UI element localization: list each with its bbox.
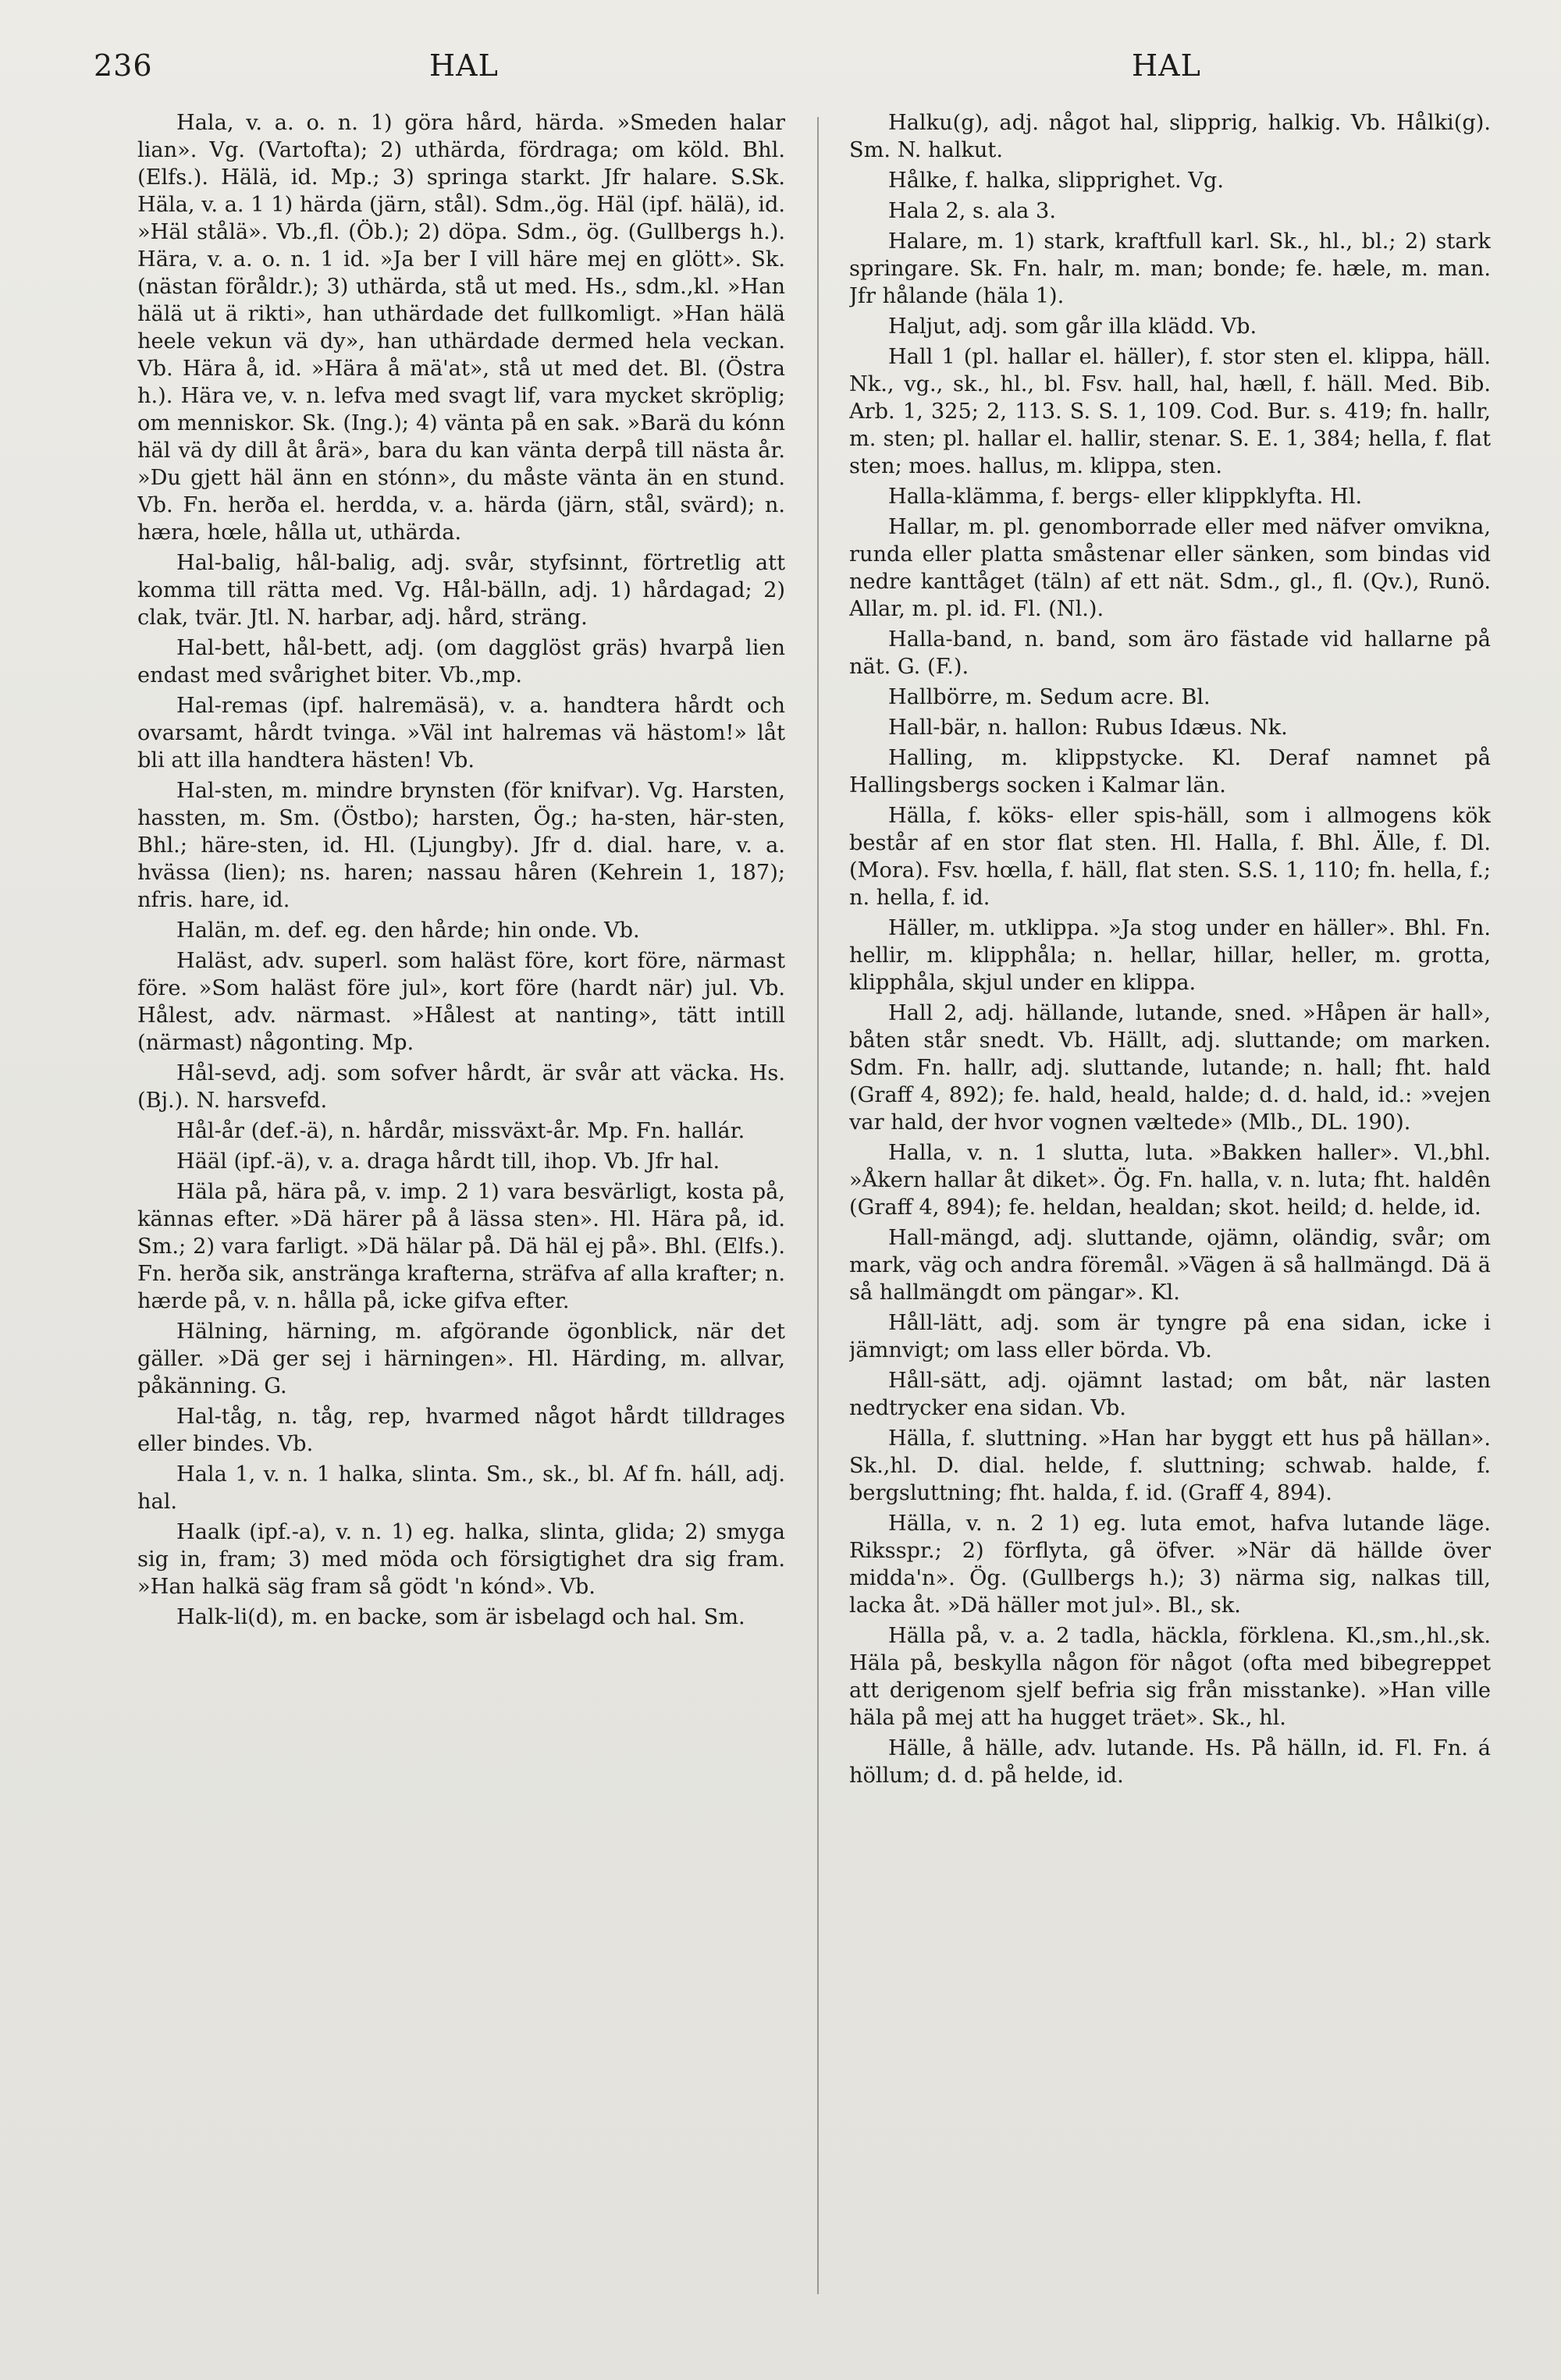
right-column: [849, 109, 1491, 2357]
entry: Haalk (ipf.-a), v. n. 1) eg. halka, slinta, glida; 2) smyga sig in, fram; 3) med möda och försigtighet dra sig fram. »Han halkä säg fram så gödt 'n kónd». Vb.: [137, 1520, 785, 1599]
entry: Hal-balig, hål-balig, adj. svår, styfsinnt, förtretlig att komma till rätta med. Vg. Hål-bälln, adj. 1) hårdagad; 2) clak, tvär. Jtl. N. harbar, adj. hård, sträng.: [137, 551, 785, 630]
right-running-headword: HAL: [1132, 48, 1201, 83]
entry: Hälning, härning, m. afgörande ögonblick, när det gäller. »Dä ger sej i härningen». Hl. Härding, m. allvar, påkänning. G.: [137, 1320, 785, 1398]
entry: Hallbörre, m. Sedum acre. Bl.: [888, 685, 1211, 709]
entry: Hål-år (def.-ä), n. hårdår, missväxt-år. Mp. Fn. hallár.: [176, 1119, 745, 1143]
entry: Hala 1, v. n. 1 halka, slinta. Sm., sk., bl. Af fn. háll, adj. hal.: [137, 1462, 785, 1514]
entry: Hal-tåg, n. tåg, rep, hvarmed något hårdt tilldrages eller bindes. Vb.: [137, 1405, 785, 1456]
entry: Halku(g), adj. något hal, slipprig, halkig. Vb. Hålki(g). Sm. N. halkut.: [849, 111, 1491, 162]
entry: Hålke, f. halka, slipprighet. Vg.: [888, 169, 1224, 193]
entry: Hälla, f. sluttning. »Han har byggt ett hus på hällan». Sk.,hl. D. dial. helde, f. sluttning; schwab. halde, f. bergsluttning; fht. halda, f. id. (Graff 4, 894).: [849, 1426, 1491, 1505]
entry: Halla-band, n. band, som äro fästade vid hallarne på nät. G. (F.).: [849, 627, 1491, 679]
entry: Halla, v. n. 1 slutta, luta. »Bakken haller». Vl.,bhl. »Åkern hallar åt diket». Ög. Fn. halla, v. n. luta; fht. haldên (Graff 4, 894); fe. heldan, healdan; skot. heild; d. helde, id.: [849, 1141, 1491, 1220]
column-divider: [817, 117, 819, 2294]
entry: Hall 2, adj. hällande, lutande, sned. »Håpen är hall», båten står snedt. Vb. Hällt, adj. sluttande; om marken. Sdm. Fn. hallr, adj. sluttande, lutande; n. hall; fht. hald (Graff 4, 892); fe. hald, heald, halde; d. d. hald, id.: »vejen var hald, der hvor vognen væltede» (Mlb., DL. 190).: [849, 1001, 1491, 1135]
entry: Hallar, m. pl. genomborrade eller med näfver omvikna, runda eller platta småstenar eller sänken, som bindas vid nedre kanttåget (täln) af ett nät. Sdm., gl., fl. (Qv.), Runö. Allar, m. pl. id. Fl. (Nl.).: [849, 515, 1491, 621]
entry: Haläst, adv. superl. som haläst före, kort före, närmast före. »Som haläst före jul», kort före (hardt när) jul. Vb. Hålest, adv. närmast. »Hålest at nanting», tätt intill (närmast) någonting. Mp.: [137, 949, 785, 1055]
entry: Hala, v. a. o. n. 1) göra hård, härda. »Smeden halar lian». Vg. (Vartofta); 2) uthärda, fördraga; om köld. Bhl. (Elfs.). Hälä, id. Mp.; 3) springa starkt. Jfr halare. S.Sk. Häla, v. a. 1 1) härda (järn, stål). Sdm.,ög. Häl (ipf. hälä), id. »Häl stålä». Vb.,fl. (Öb.); 2) döpa. Sdm., ög. (Gullbergs h.). Härа, v. a. o. n. 1 id. »Ja ber I vill häre mej en glött». Sk. (nästan föråldr.); 3) uthärda, stå ut med. Hs., sdm.,kl. »Han hälä ut ä rikti», han uthärdade det fullkomligt. »Han hälä heele vekun vä dy», han uthärdade dermed hela veckan. Vb. Härа å, id. »Härа å mä'at», stå ut med det. Bl. (Östra h.). Härа ve, v. n. lefva med svagt lif, vara mycket skröplig; om menniskor. Sk. (Ing.); 4) vänta på en sak. »Barä du kónn häl vä dy dill åt årä», bara du kan vänta derpå till nästa år. »Du gjett häl änn en stónn», du måste vänta än en stund. Vb. Fn. herða el. herdda, v. a. härda (järn, stål, svärd); n. hæra, hœle, hålla ut, uthärda.: [137, 111, 785, 545]
entry: Haljut, adj. som går illa klädd. Vb.: [888, 314, 1257, 339]
entry: Hål-sevd, adj. som sofver hårdt, är svår att väcka. Hs. (Bj.). N. harsvefd.: [137, 1061, 785, 1113]
entry: Håll-lätt, adj. som är tyngre på ena sidan, icke i jämnvigt; om lass eller börda. Vb.: [849, 1311, 1491, 1362]
left-running-headword: HAL: [429, 48, 499, 83]
entry: Halling, m. klippstycke. Kl. Deraf namnet på Hallingsbergs socken i Kalmar län.: [849, 746, 1491, 797]
entry: Häla på, härа på, v. imp. 2 1) vara besvärligt, kosta på, kännas efter. »Dä härer på å lässa sten». Hl. Härа på, id. Sm.; 2) vara farligt. »Dä hälar på. Dä häl ej på». Bhl. (Elfs.). Fn. herða sik, ansträngа krafterna, sträfva af alla krafter; n. hærde på, v. n. hålla på, icke gifva efter.: [137, 1180, 785, 1313]
entry: Halla-klämma, f. bergs- eller klippklyfta. Hl.: [888, 485, 1363, 509]
entry: Hääl (ipf.-ä), v. a. draga hårdt till, ihop. Vb. Jfr hal.: [176, 1149, 720, 1174]
entry: Hall-bär, n. hallon: Rubus Idæus. Nk.: [888, 716, 1288, 740]
entry: Hala 2, s. ala 3.: [888, 199, 1056, 223]
entry: Hall-mängd, adj. sluttande, ojämn, oländig, svår; om mark, väg och andra föremål. »Vägen ä så hallmängd. Dä ä så hallmängdt om pängar». Kl.: [849, 1226, 1491, 1305]
entry: Hälla på, v. a. 2 tadla, häckla, förklena. Kl.,sm.,hl.,sk. Häla på, beskylla någon för något (ofta med bibegreppet att derigenom sjelf befria sig från misstanke). »Han ville häla på mej att ha hugget träet». Sk., hl.: [849, 1624, 1491, 1730]
page-number: 236: [94, 48, 153, 83]
entry: Hälla, f. köks- eller spis-häll, som i allmogens kök består af en stor flat sten. Hl. Halla, f. Bhl. Älle, f. Dl. (Mora). Fsv. hœlla, f. häll, flat sten. S.S. 1, 110; fn. hella, f.; n. hella, f. id.: [849, 804, 1491, 910]
entry: Hal-bett, hål-bett, adj. (om dagglöst gräs) hvarpå lien endast med svårighet biter. Vb.,mp.: [137, 636, 785, 687]
entry: Halän, m. def. eg. den hårde; hin onde. Vb.: [176, 918, 640, 943]
left-column: [137, 109, 785, 2357]
entry: Häller, m. utklippa. »Ja stog under en häller». Bhl. Fn. hellir, m. klipphåla; n. hellar, hillar, heller, m. grotta, klipphåla, skjul under en klippa.: [849, 916, 1491, 995]
entry: Hall 1 (pl. hallar el. häller), f. stor sten el. klippa, häll. Nk., vg., sk., hl., bl. Fsv. hall, hal, hæll, f. häll. Med. Bib. Arb. 1, 325; 2, 113. S. S. 1, 109. Cod. Bur. s. 419; fn. hallr, m. sten; pl. hallar el. hallir, stenar. S. E. 1, 384; hella, f. flat sten; moes. hallus, m. klippa, sten.: [849, 345, 1491, 478]
entry: Hälla, v. n. 2 1) eg. luta emot, hafva lutande läge. Riksspr.; 2) förflyta, gå öfver. »När dä hällde över midda'n». Ög. (Gullbergs h.); 3) närma sig, nalkas till, lacka åt. »Dä häller mot jul». Bl., sk.: [849, 1511, 1491, 1618]
entry: Hal-remas (ipf. halremäsä), v. a. handtera hårdt och ovarsamt, hårdt tvinga. »Väl int halremas vä hästom!» låt bli att illa handtera hästen! Vb.: [137, 694, 785, 773]
entry: Håll-sätt, adj. ojämnt lastad; om båt, när lasten nedtrycker ena sidan. Vb.: [849, 1369, 1491, 1420]
entry: Hal-sten, m. mindre brynsten (för knifvar). Vg. Harsten, hassten, m. Sm. (Östbo); harsten, Ög.; ha-sten, här-sten, Bhl.; häre-sten, id. Hl. (Ljungby). Jfr d. dial. hare, v. a. hvässa (lien); ns. haren; nassau håren (Kehrein 1, 187); nfris. hare, id.: [137, 779, 785, 912]
running-head: [94, 48, 1499, 95]
entry: Halk-li(d), m. en backe, som är isbelagd och hal. Sm.: [176, 1605, 745, 1629]
entry: Halare, m. 1) stark, kraftfull karl. Sk., hl., bl.; 2) stark springare. Sk. Fn. halr, m. man; bonde; fe. hæle, m. man. Jfr hålande (häla 1).: [849, 229, 1491, 308]
entry: Hälle, å hälle, adv. lutande. Hs. På hälln, id. Fl. Fn. á höllum; d. d. på helde, id.: [849, 1736, 1491, 1788]
